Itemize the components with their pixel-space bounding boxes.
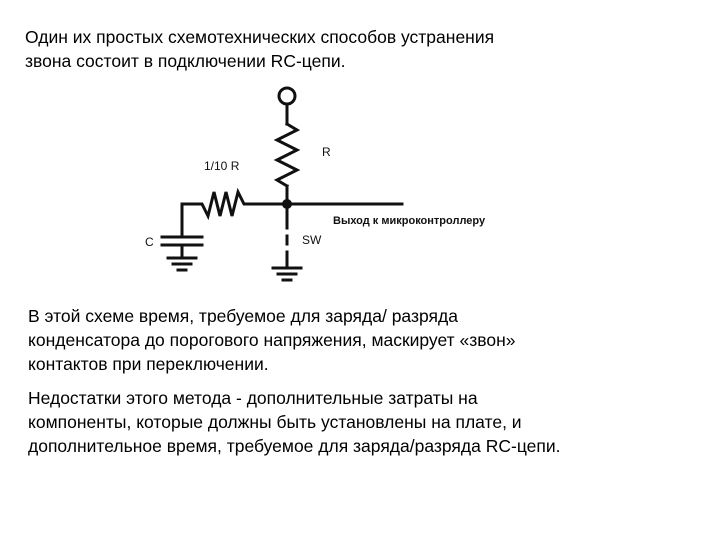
intro-paragraph: Один их простых схемотехнических способов устранения звона состоит в подключении RC-цепи. bbox=[25, 27, 495, 71]
resistor-series-icon bbox=[182, 192, 287, 216]
drawbacks-paragraph: Недостатки этого метода - дополнительные затраты на компоненты, которые должны быть установлены на плате, и дополнительное время, требуемое для заряда/разряда RC-цепи. bbox=[28, 388, 561, 456]
capacitor-label: C bbox=[145, 235, 154, 249]
resistor-r-icon bbox=[277, 124, 297, 186]
switch-label: SW bbox=[302, 233, 322, 247]
explanation-paragraph: В этой схеме время, требуемое для заряда/ разряда конденсатора до порогового напряжения, маскирует «звон» контактов при переключении. bbox=[28, 306, 516, 374]
ground-icon bbox=[168, 258, 196, 270]
resistor-r-label: R bbox=[322, 145, 331, 159]
ground-icon bbox=[273, 268, 301, 280]
supply-terminal-icon bbox=[279, 88, 295, 104]
output-label: Выход к микроконтроллеру bbox=[333, 215, 486, 227]
resistor-series-label: 1/10 R bbox=[204, 159, 240, 173]
